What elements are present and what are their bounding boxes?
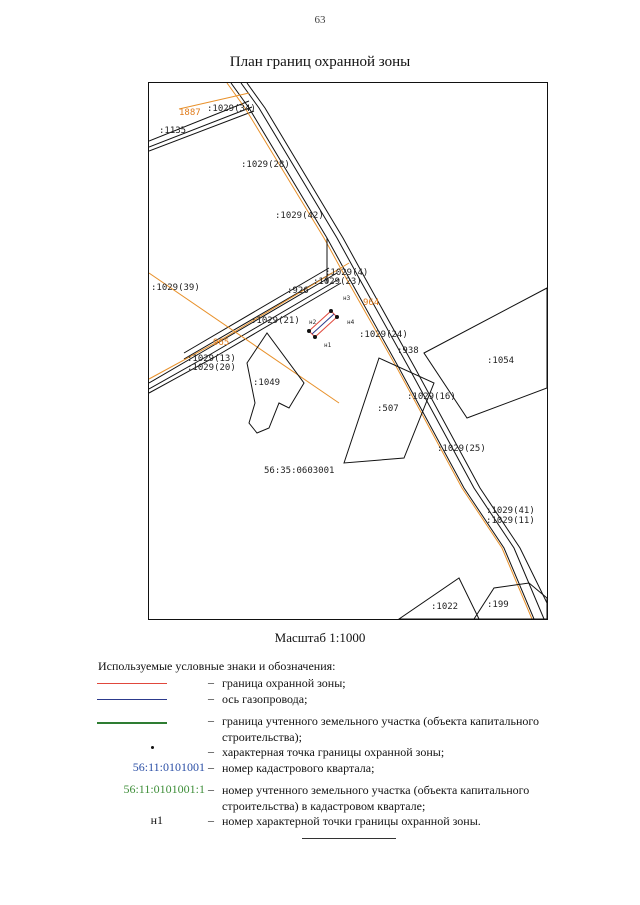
page-title: План границ охранной зоны [229, 54, 411, 70]
label-1054: :1054 [487, 356, 515, 366]
cadastral-map [148, 82, 548, 620]
legend-symbol-zone [95, 675, 215, 691]
label-1029-20: :1029(20) [187, 363, 236, 373]
label-cadastral-quarter: 56:35:0603001 [264, 466, 335, 476]
label-1135: :1135 [159, 126, 187, 136]
label-1022: :1022 [431, 602, 459, 612]
label-1029-11: :1029(11) [486, 516, 535, 526]
legend-symbol-point [95, 744, 215, 760]
legend-symbol-parcel [95, 713, 215, 729]
label-1029-23: :1029(23) [313, 277, 362, 287]
label-n3: н3 [343, 295, 351, 302]
label-1029-24: :1029(24) [359, 330, 408, 340]
label-1029-25: :1029(25) [437, 444, 486, 454]
label-1029-39: :1029(39) [151, 283, 200, 293]
label-938: :938 [397, 346, 419, 356]
label-n2: н2 [309, 319, 317, 326]
legend-title: Используемые условные знаки и обозначения: [98, 659, 336, 673]
label-1029-41: :1029(41) [486, 506, 535, 516]
orange-lines [149, 83, 532, 619]
label-1029-21: :1029(21) [251, 316, 300, 326]
label-1887: 1887 [179, 108, 201, 118]
map-canvas [149, 83, 547, 619]
label-1029-34: :1029(34) [207, 104, 256, 114]
label-965: 965 [213, 338, 230, 348]
label-926: :926 [287, 286, 309, 296]
page-number: 63 [314, 14, 326, 26]
legend-code-quarter: 56:11:0101001 [132, 760, 205, 774]
end-divider [302, 838, 396, 839]
road-lines [149, 83, 547, 619]
legend-code-point: н1 [150, 813, 163, 827]
label-199: :199 [487, 600, 509, 610]
label-n1: н1 [324, 342, 332, 349]
label-964: 964 [363, 298, 380, 308]
map-scale: Масштаб 1:1000 [274, 630, 366, 645]
label-507: :507 [377, 404, 399, 414]
label-n4: н4 [347, 319, 355, 326]
label-1029-4: :1029(4) [325, 268, 369, 278]
legend-symbol-axis [95, 691, 215, 707]
label-1029-28: :1029(28) [241, 160, 290, 170]
label-1029-16: :1029(16) [407, 392, 456, 402]
label-1029-13: :1029(13) [187, 354, 236, 364]
legend-code-parcel: 56:11:0101001:1 [123, 782, 205, 796]
label-1029-42: :1029(42) [275, 211, 324, 221]
label-1049: :1049 [253, 378, 281, 388]
